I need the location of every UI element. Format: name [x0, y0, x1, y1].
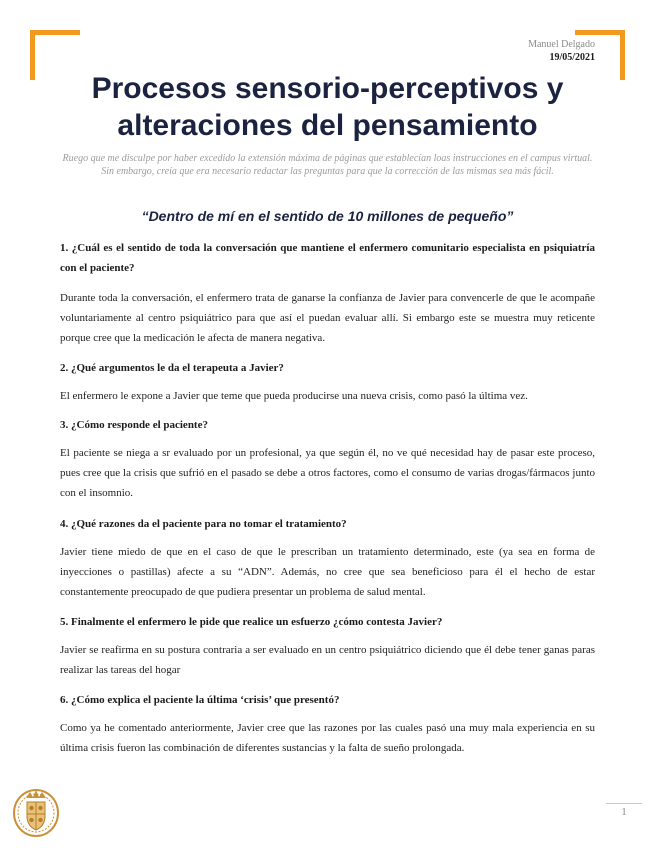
question-1: 1. ¿Cuál es el sentido de toda la conversación que mantiene el enfermero comunitario especialista en psiquiatría con el paciente?: [60, 242, 595, 274]
corner-bracket-left-horizontal: [30, 30, 80, 35]
answer-1: Durante toda la conversación, el enfermero trata de ganarse la confianza de Javier para convencerle de que le acompañe voluntariamente al centro psiquiátrico para que así el puedan evaluar allí. Si embargo este se muestra muy reticente porque cree que la medicación le afecta de manera negativa.: [60, 292, 595, 344]
question-5: 5. Finalmente el enfermero le pide que realice un esfuerzo ¿cómo contesta Javier?: [60, 616, 443, 628]
author-block: [528, 38, 595, 64]
corner-bracket-right-vertical: [620, 30, 625, 80]
answer-3: El paciente se niega a sr evaluado por un profesional, ya que según él, no ve qué necesidad hay de pasar este proceso, pues cree que la crisis que sufrió en el pasado se debe a otros factores, como el consumo de varias drogas/fármacos junto con el insomnio.: [60, 447, 595, 499]
answer-4: Javier tiene miedo de que en el caso de que le prescriban un tratamiento determinado, este (ya sea en forma de inyecciones o pastillas) afecte a su “ADN”. Además, no cree que sea beneficioso para él el hecho de estar constantemente preocupado de que pudiera presentar un problema de salud mental.: [60, 546, 595, 598]
quote-heading: “Dentro de mí en el sentido de 10 millones de pequeño”: [141, 208, 514, 224]
answer-6: Como ya he comentado anteriormente, Javier cree que las razones por las cuales pasó una muy mala experiencia en su última crisis fueron las combinación de diferentes sustancias y la falta de sueño prolongada.: [60, 722, 595, 754]
footer-divider: [606, 803, 642, 804]
question-4: 4. ¿Qué razones da el paciente para no tomar el tratamiento?: [60, 518, 347, 530]
corner-bracket-left-vertical: [30, 30, 35, 80]
page-title: Procesos sensorio-perceptivos y alteraciones del pensamiento: [91, 72, 564, 142]
university-seal-icon: [12, 786, 60, 838]
answer-2: El enfermero le expone a Javier que teme que pueda producirse una nueva crisis, como pasó la última vez.: [60, 390, 528, 402]
question-3: 3. ¿Cómo responde el paciente?: [60, 419, 208, 431]
apology-note: Ruego que me disculpe por haber excedido la extensión máxima de páginas que establecían loas instrucciones en el campus virtual. Sin embargo, creía que era necesario redactar las preguntas para que la corrección de las mismas sea más fácil.: [62, 153, 593, 177]
author-name: Manuel Delgado: [528, 39, 595, 50]
document-date: 19/05/2021: [549, 52, 595, 63]
question-2: 2. ¿Qué argumentos le da el terapeuta a Javier?: [60, 362, 284, 374]
answer-5: Javier se reafirma en su postura contraria a ser evaluado en un centro psiquiátrico diciendo que él debe tener ganas paras realizar las tareas del hogar: [60, 644, 595, 676]
corner-bracket-right-horizontal: [575, 30, 625, 35]
question-6: 6. ¿Cómo explica el paciente la última ‘crisis’ que presentó?: [60, 694, 340, 706]
page-number: 1: [621, 806, 627, 818]
